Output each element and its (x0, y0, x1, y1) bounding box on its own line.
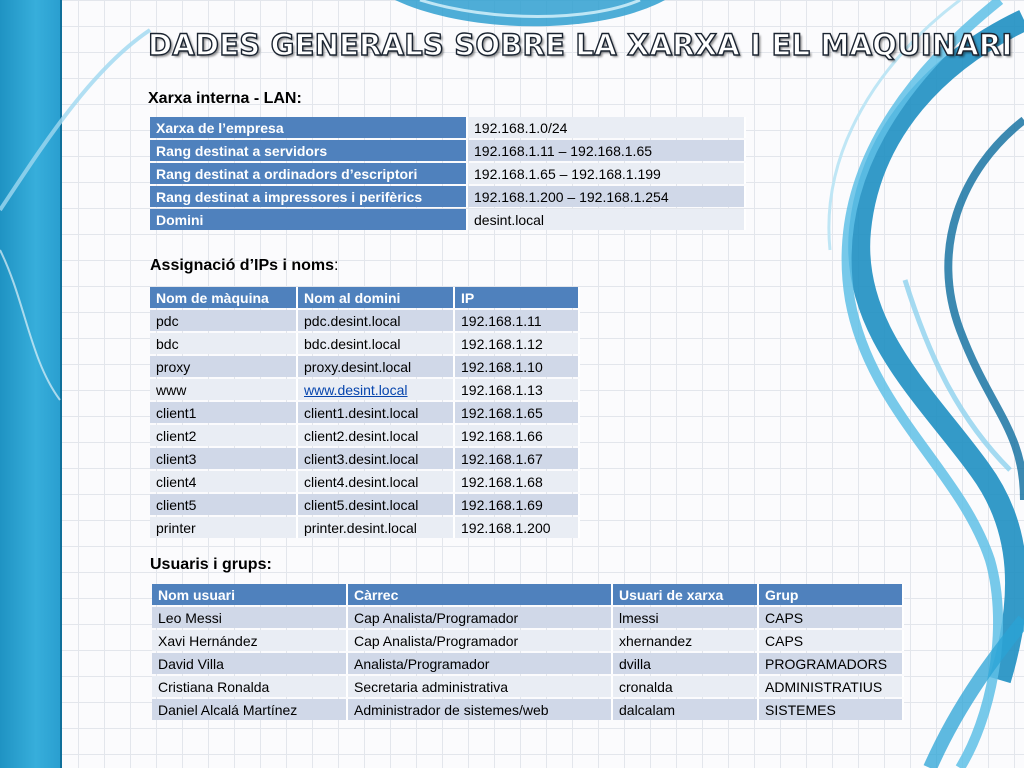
ips-cell: bdc (150, 333, 298, 354)
ip-assignment-table (150, 285, 580, 540)
users-cell: Xavi Hernández (152, 630, 348, 651)
users-column-header: Usuari de xarxa (613, 584, 759, 605)
ips-cell: pdc (150, 310, 298, 331)
ips-cell: bdc.desint.local (298, 333, 455, 354)
users-cell: Leo Messi (152, 607, 348, 628)
lan-key-cell: Xarxa de l’empresa (150, 117, 468, 138)
users-cell: SISTEMES (759, 699, 904, 720)
lan-heading: Xarxa interna - LAN: (148, 90, 302, 107)
users-cell: CAPS (759, 630, 904, 651)
lan-row (150, 209, 746, 230)
domain-link[interactable]: www.desint.local (304, 381, 408, 398)
users-cell: David Villa (152, 653, 348, 674)
ips-row (150, 310, 580, 331)
lan-key-cell: Rang destinat a servidors (150, 140, 468, 161)
ips-column-header: Nom al domini (298, 287, 455, 308)
users-cell: Cap Analista/Programador (348, 607, 613, 628)
lan-value-cell: 192.168.1.200 – 192.168.1.254 (468, 186, 746, 207)
ips-cell: client2.desint.local (298, 425, 455, 446)
left-decorative-bar (0, 0, 62, 768)
users-column-header: Nom usuari (152, 584, 348, 605)
ips-column-header: IP (455, 287, 580, 308)
ips-row (150, 425, 580, 446)
ips-row (150, 494, 580, 515)
ips-cell: proxy.desint.local (298, 356, 455, 377)
users-row (152, 607, 904, 628)
lan-row (150, 163, 746, 184)
users-row (152, 630, 904, 651)
users-cell: dalcalam (613, 699, 759, 720)
lan-table (150, 115, 746, 232)
lan-key-cell: Rang destinat a impressores i perifèrics (150, 186, 468, 207)
users-row (152, 699, 904, 720)
users-cell: Cristiana Ronalda (152, 676, 348, 697)
users-cell: cronalda (613, 676, 759, 697)
lan-row (150, 140, 746, 161)
lan-value-cell: desint.local (468, 209, 746, 230)
ips-cell: 192.168.1.200 (455, 517, 580, 538)
users-row (152, 653, 904, 674)
users-cell: Secretaria administrativa (348, 676, 613, 697)
ips-cell: pdc.desint.local (298, 310, 455, 331)
ips-cell: 192.168.1.66 (455, 425, 580, 446)
users-cell: xhernandez (613, 630, 759, 651)
ips-cell: printer.desint.local (298, 517, 455, 538)
users-row (152, 676, 904, 697)
users-column-header: Grup (759, 584, 904, 605)
ips-heading-suffix: : (334, 257, 339, 274)
page-title: DADES GENERALS SOBRE LA XARXA I EL MAQUINARI (148, 28, 1013, 62)
ips-cell: client4.desint.local (298, 471, 455, 492)
ips-cell: client5 (150, 494, 298, 515)
ips-row (150, 356, 580, 377)
ips-cell: client2 (150, 425, 298, 446)
users-cell: Daniel Alcalá Martínez (152, 699, 348, 720)
users-cell: Cap Analista/Programador (348, 630, 613, 651)
users-heading: Usuaris i grups: (150, 556, 272, 573)
lan-key-cell: Rang destinat a ordinadors d’escriptori (150, 163, 468, 184)
lan-value-cell: 192.168.1.0/24 (468, 117, 746, 138)
ips-cell: client3 (150, 448, 298, 469)
lan-key-cell: Domini (150, 209, 468, 230)
ips-cell: 192.168.1.10 (455, 356, 580, 377)
ips-cell: printer (150, 517, 298, 538)
ips-cell: 192.168.1.13 (455, 379, 580, 400)
ips-row (150, 448, 580, 469)
users-column-header: Càrrec (348, 584, 613, 605)
users-cell: dvilla (613, 653, 759, 674)
ips-row (150, 333, 580, 354)
ips-cell: client1 (150, 402, 298, 423)
users-table (152, 582, 904, 722)
ips-row (150, 379, 580, 400)
ips-row (150, 517, 580, 538)
lan-value-cell: 192.168.1.11 – 192.168.1.65 (468, 140, 746, 161)
users-cell: ADMINISTRATIUS (759, 676, 904, 697)
lan-row (150, 186, 746, 207)
ips-cell: proxy (150, 356, 298, 377)
ips-cell: 192.168.1.65 (455, 402, 580, 423)
ips-row (150, 471, 580, 492)
ips-cell: client5.desint.local (298, 494, 455, 515)
users-cell: CAPS (759, 607, 904, 628)
ips-row (150, 402, 580, 423)
ips-cell: 192.168.1.12 (455, 333, 580, 354)
ips-heading-text: Assignació d’IPs i noms (150, 257, 335, 274)
users-cell: Analista/Programador (348, 653, 613, 674)
ips-cell: 192.168.1.67 (455, 448, 580, 469)
ips-header-row (150, 287, 580, 308)
lan-row (150, 117, 746, 138)
users-cell: Administrador de sistemes/web (348, 699, 613, 720)
ips-column-header: Nom de màquina (150, 287, 298, 308)
ips-heading (150, 257, 339, 275)
ips-cell: client1.desint.local (298, 402, 455, 423)
ips-cell: client3.desint.local (298, 448, 455, 469)
users-cell: lmessi (613, 607, 759, 628)
ips-cell: 192.168.1.68 (455, 471, 580, 492)
users-cell: PROGRAMADORS (759, 653, 904, 674)
ips-cell: www (150, 379, 298, 400)
ips-cell: client4 (150, 471, 298, 492)
users-header-row (152, 584, 904, 605)
lan-value-cell: 192.168.1.65 – 192.168.1.199 (468, 163, 746, 184)
ips-cell: 192.168.1.11 (455, 310, 580, 331)
ips-cell (298, 379, 455, 400)
ips-cell: 192.168.1.69 (455, 494, 580, 515)
